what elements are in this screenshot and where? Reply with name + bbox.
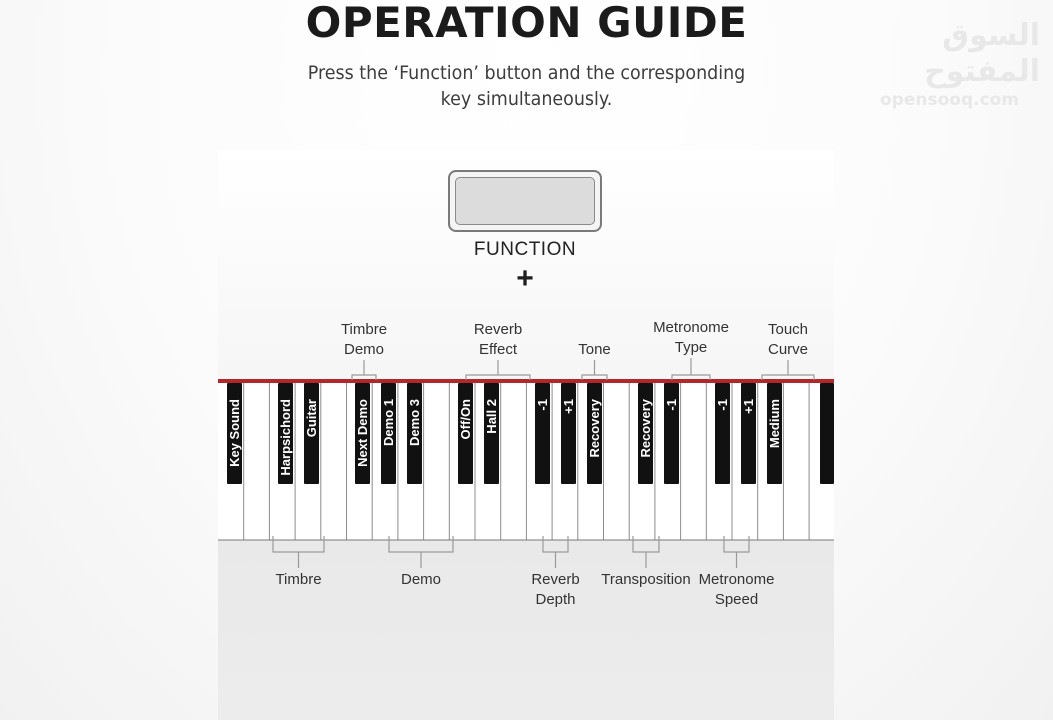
keyboard-keys — [218, 379, 834, 540]
bottom-group-label: Transposition — [601, 571, 691, 588]
top-group-label: Timbre — [340, 321, 388, 338]
bottom-group-bracket — [724, 536, 749, 568]
black-key-label: +1 — [561, 399, 576, 414]
function-label: FUNCTION — [473, 239, 577, 260]
bottom-group-label: Reverb — [531, 571, 580, 588]
black-key-label: Harpsichord — [278, 399, 293, 476]
bottom-group-label: Timbre — [275, 571, 322, 588]
instruction-line-2: key simultaneously. — [440, 88, 613, 110]
top-group-label: Curve — [767, 341, 809, 358]
top-group-label: Type — [674, 339, 708, 356]
top-group-bracket — [582, 360, 607, 380]
black-key — [535, 383, 550, 484]
black-key — [664, 383, 679, 484]
black-key-label: Recovery — [638, 399, 653, 458]
bottom-group-bracket — [543, 536, 568, 568]
black-key — [741, 383, 756, 484]
top-group-bracket — [762, 360, 814, 380]
bottom-group-bracket — [273, 536, 324, 568]
bottom-group-label: Metronome — [698, 571, 775, 588]
top-group-label: Metronome — [653, 319, 729, 336]
bottom-group-label: Speed — [714, 591, 759, 608]
black-key-label: Recovery — [587, 399, 602, 458]
bottom-group-bracket — [389, 536, 453, 568]
keyboard-top-accent-line — [218, 379, 834, 383]
top-group-label: Reverb — [473, 321, 523, 338]
black-key-label: Next Demo — [355, 399, 370, 467]
top-group-bracket — [672, 358, 710, 380]
top-group-bracket — [466, 360, 530, 380]
top-group-label: Tone — [578, 341, 611, 358]
black-key-label: Demo 3 — [407, 399, 422, 446]
black-key-label: Guitar — [304, 399, 319, 438]
instruction-line-1: Press the ‘Function’ button and the corresponding — [307, 62, 746, 84]
top-group-bracket — [352, 360, 376, 380]
black-key-label: -1 — [664, 399, 679, 411]
page-title: OPERATION GUIDE — [305, 0, 748, 47]
black-key-label: Key Sound — [227, 399, 242, 467]
watermark-latin: opensooq.com — [880, 90, 1020, 110]
bottom-group-label: Depth — [535, 591, 576, 608]
black-key-label: -1 — [715, 399, 730, 411]
black-key — [820, 383, 834, 484]
black-key-label: Off/On — [458, 399, 473, 440]
top-group-label: Touch — [767, 321, 809, 338]
black-key — [715, 383, 730, 484]
bottom-group-label: Demo — [400, 571, 442, 588]
bottom-group-bracket — [633, 536, 659, 568]
black-key-label: -1 — [535, 399, 550, 411]
plus-sign: + — [516, 262, 534, 295]
black-key-label: Hall 2 — [484, 399, 499, 434]
watermark-arabic: السوق المفتوح — [924, 18, 1040, 89]
black-key — [561, 383, 576, 484]
black-key-label: Medium — [767, 399, 782, 449]
top-group-label: Effect — [478, 341, 518, 358]
black-key-label: Demo 1 — [381, 399, 396, 446]
black-key-label: +1 — [741, 399, 756, 414]
top-group-label: Demo — [343, 341, 385, 358]
